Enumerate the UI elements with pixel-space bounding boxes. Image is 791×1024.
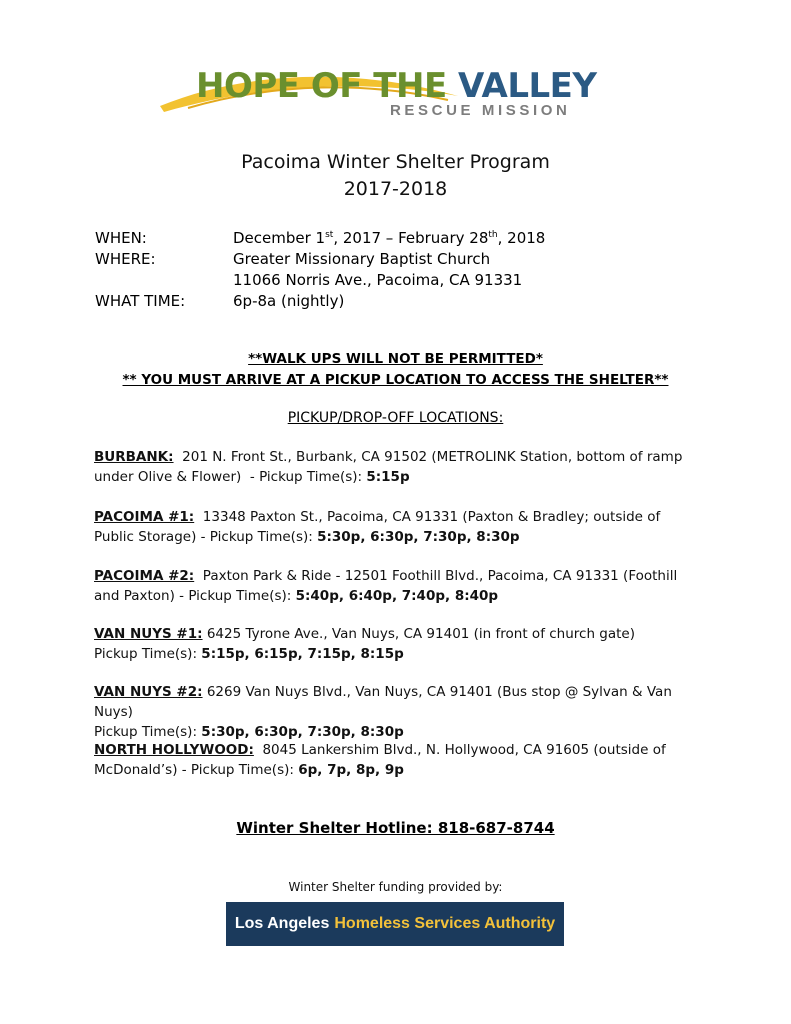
location-burbank: BURBANK: 201 N. Front St., Burbank, CA 91502 (METROLINK Station, bottom of ramp under Olive & Flower) - Pickup Time(s): 5:15p: [94, 449, 683, 485]
logo-main-left: HOPE OF THE: [196, 66, 447, 106]
location-van-nuys-2: VAN NUYS #2: 6269 Van Nuys Blvd., Van Nuys, CA 91401 (Bus stop @ Sylvan & Van Nuys) Pickup Time(s): 5:30p, 6:30p, 7:30p, 8:30p: [94, 684, 672, 740]
lahsa-logo-yellow: Homeless Services Authority: [334, 915, 556, 932]
when-label: WHEN:: [95, 229, 147, 247]
arrive-notice: ** YOU MUST ARRIVE AT A PICKUP LOCATION TO ACCESS THE SHELTER**: [122, 372, 669, 388]
where-label: WHERE:: [95, 250, 156, 268]
location-pacoima-1: PACOIMA #1: 13348 Paxton St., Pacoima, CA 91331 (Paxton & Bradley; outside of Public Storage) - Pickup Time(s): 5:30p, 6:30p, 7:30p, 8:30p: [94, 509, 661, 545]
location-pacoima-2: PACOIMA #2: Paxton Park & Ride - 12501 Foothill Blvd., Pacoima, CA 91331 (Foothill and Paxton) - Pickup Time(s): 5:40p, 6:40p, 7:40p, 8:40p: [94, 568, 678, 604]
location-van-nuys-1: VAN NUYS #1: 6425 Tyrone Ave., Van Nuys, CA 91401 (in front of church gate) Pickup Time(s): 5:15p, 6:15p, 7:15p, 8:15p: [94, 626, 636, 662]
lahsa-logo: [226, 902, 564, 946]
hotline-text: Winter Shelter Hotline: 818-687-8744: [236, 819, 555, 837]
hope-of-the-valley-logo: [158, 62, 597, 124]
page-title: Pacoima Winter Shelter Program: [241, 151, 550, 173]
logo-main-right: VALLEY: [458, 66, 597, 106]
page-subtitle-year: 2017-2018: [343, 178, 448, 200]
time-value: 6p-8a (nightly): [233, 292, 345, 310]
walkups-notice: **WALK UPS WILL NOT BE PERMITTED*: [248, 351, 543, 367]
funding-text: Winter Shelter funding provided by:: [288, 880, 503, 894]
when-value: December 1st, 2017 – February 28th, 2018: [233, 229, 546, 247]
where-line1: Greater Missionary Baptist Church: [233, 250, 491, 268]
location-north-hollywood: NORTH HOLLYWOOD: 8045 Lankershim Blvd., N. Hollywood, CA 91605 (outside of McDonald’s) - Pickup Time(s): 6p, 7p, 8p, 9p: [94, 742, 666, 778]
logo-main-text: [196, 66, 597, 106]
where-line2: 11066 Norris Ave., Pacoima, CA 91331: [233, 271, 523, 289]
logo-sub-text: RESCUE MISSION: [390, 102, 571, 119]
lahsa-logo-white: Los Angeles: [234, 915, 330, 932]
time-label: WHAT TIME:: [95, 292, 186, 310]
pickup-heading: PICKUP/DROP-OFF LOCATIONS:: [287, 410, 504, 426]
